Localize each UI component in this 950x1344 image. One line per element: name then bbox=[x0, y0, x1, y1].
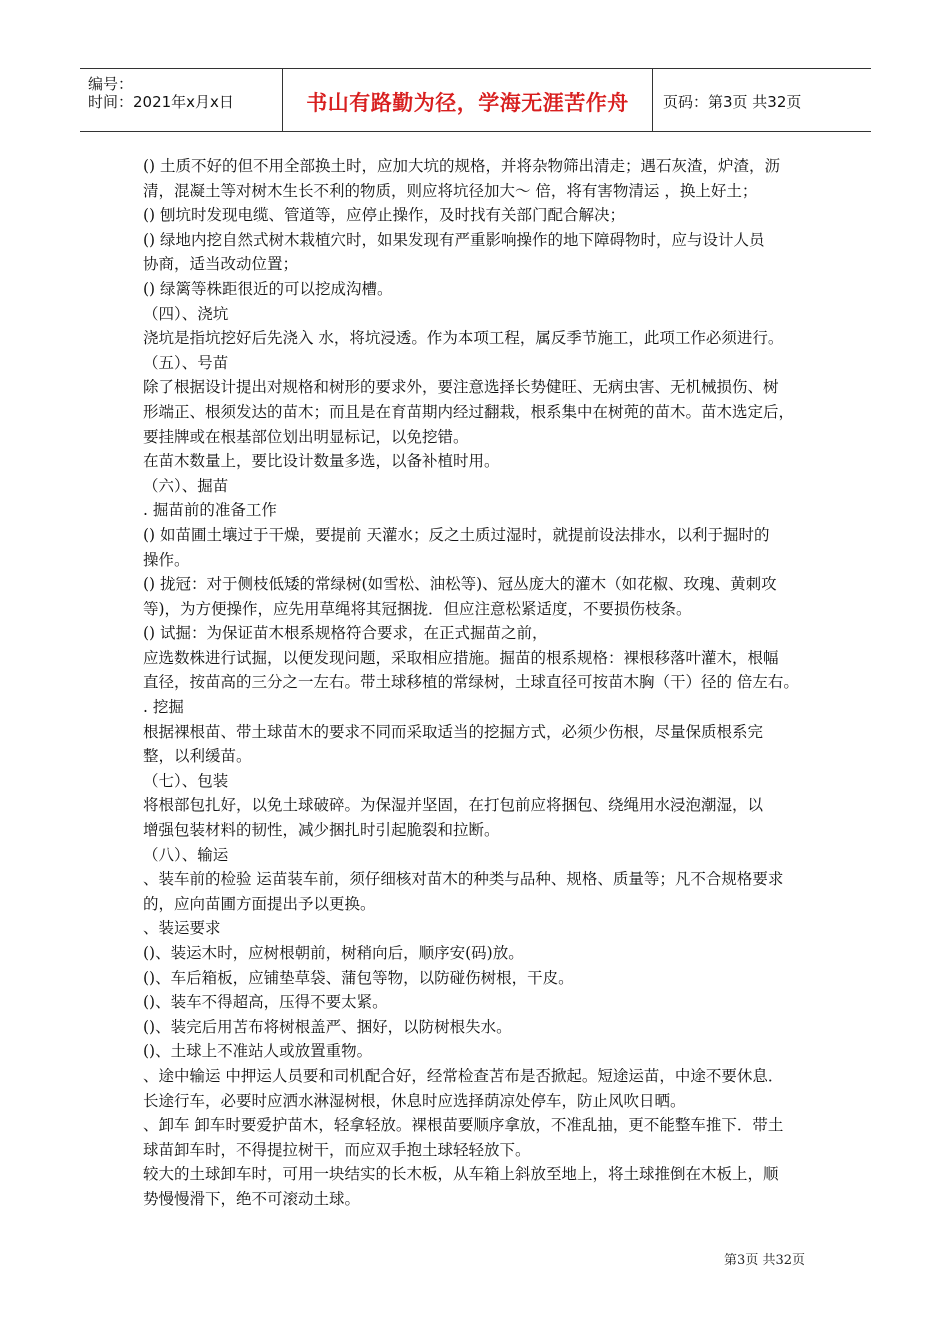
text-line: （八）、输运 bbox=[143, 845, 229, 864]
text-line: 的，应向苗圃方面提出予以更换。 bbox=[143, 894, 376, 913]
footer-page-number: 第3页 共32页 bbox=[724, 1253, 805, 1268]
text-line: 协商，适当改动位置； bbox=[143, 255, 299, 274]
header-info-cell bbox=[80, 69, 283, 131]
text-line: 长途行车，必要时应洒水淋湿树根，休息时应选择荫凉处停车，防止风吹日晒。 bbox=[143, 1091, 686, 1110]
text-line: . 挖掘 bbox=[143, 698, 184, 717]
header-motto-cell bbox=[283, 69, 653, 131]
text-line: 要挂牌或在根基部位划出明显标记，以免挖错。 bbox=[143, 427, 469, 446]
text-line: () 拢冠：对于侧枝低矮的常绿树(如雪松、油松等)、冠丛庞大的灌木（如花椒、玫瑰、黄刺攻 bbox=[143, 575, 777, 594]
text-line: ()、装完后用苫布将树根盖严、捆好，以防树根失水。 bbox=[143, 1017, 512, 1036]
text-line: 球苗卸车时，不得提拉树干，而应双手抱土球轻轻放下。 bbox=[143, 1140, 531, 1159]
time-label: 时间：2021年x月x日 bbox=[88, 93, 234, 111]
text-line: 根据裸根苗、带土球苗木的要求不同而采取适当的挖掘方式，必须少伤根，尽量保质根系完 bbox=[143, 722, 764, 741]
motto: 书山有路勤为径，学海无涯苦作舟 bbox=[306, 91, 629, 115]
header-page-cell bbox=[653, 69, 871, 131]
text-line: 清，混凝土等对树木生长不利的物质，则应将坑径加大～ 倍，将有害物清运 ，换上好土； bbox=[143, 181, 758, 200]
text-line: 等)，为方便操作，应先用草绳将其冠捆拢．但应注意松紧适度，不要损伤枝条。 bbox=[143, 599, 692, 618]
text-line: 增强包装材料的韧性，减少捆扎时引起脆裂和拉断。 bbox=[143, 821, 500, 840]
text-line: 、装车前的检验 运苗装车前，须仔细核对苗木的种类与品种、规格、质量等；凡不合规格要求 bbox=[143, 870, 784, 889]
text-line: () 绿地内挖自然式树木栽植穴时，如果发现有严重影响操作的地下障碍物时，应与设计人员 bbox=[143, 230, 765, 249]
text-line: ()、土球上不准站人或放置重物。 bbox=[143, 1042, 373, 1061]
text-line: （七）、包装 bbox=[143, 771, 229, 790]
text-line: 在苗木数量上，要比设计数量多选，以备补植时用。 bbox=[143, 452, 500, 471]
text-line: . 掘苗前的准备工作 bbox=[143, 501, 277, 520]
text-line: () 绿篱等株距很近的可以挖成沟槽。 bbox=[143, 279, 393, 298]
text-line: （六）、掘苗 bbox=[143, 476, 229, 495]
text-line: 整，以利缓苗。 bbox=[143, 747, 252, 766]
text-line: （四）、浇坑 bbox=[143, 304, 229, 323]
text-line: ()、车后箱板，应铺垫草袋、蒲包等物，以防碰伤树根，干皮。 bbox=[143, 968, 574, 987]
text-line: 、卸车 卸车时要爱护苗木，轻拿轻放。裸根苗要顺序拿放，不准乱抽，更不能整车推下．带土 bbox=[143, 1116, 784, 1135]
text-line: 将根部包扎好，以免土球破碎。为保湿并坚固，在打包前应将捆包、绕绳用水浸泡潮湿，以 bbox=[143, 796, 764, 815]
text-line: ()、装车不得超高，压得不要太紧。 bbox=[143, 993, 388, 1012]
text-line: () 刨坑时发现电缆、管道等，应停止操作，及时找有关部门配合解决； bbox=[143, 206, 626, 225]
text-line: 浇坑是指坑挖好后先浇入 水，将坑浸透。作为本项工程，属反季节施工，此项工作必须进行。 bbox=[143, 329, 784, 348]
text-line: () 如苗圃土壤过于干燥，要提前 天灌水；反之土质过湿时，就提前设法排水，以利于掘时的 bbox=[143, 525, 770, 544]
text-line: () 土质不好的但不用全部换土时，应加大坑的规格，并将杂物筛出清走；遇石灰渣，炉渣，沥 bbox=[143, 157, 781, 175]
text-line: （五）、号苗 bbox=[143, 353, 229, 372]
text-line: 势慢慢滑下，绝不可滚动土球。 bbox=[143, 1189, 361, 1208]
text-line: 形端正、根须发达的苗木；而且是在育苗期内经过翻栽，根系集中在树蔸的苗木。苗木选定后， bbox=[143, 402, 795, 421]
text-line: ()、装运木时，应树根朝前，树稍向后，顺序安(码)放。 bbox=[143, 944, 524, 962]
text-line: 、装运要求 bbox=[143, 919, 221, 938]
text-line: () 试掘：为保证苗木根系规格符合要求，在正式掘苗之前， bbox=[143, 624, 548, 643]
number-label: 编号： bbox=[88, 75, 134, 93]
page-header bbox=[80, 68, 871, 132]
header-page-label: 页码：第3页 共32页 bbox=[663, 93, 802, 111]
text-line: 较大的土球卸车时，可用一块结实的长木板，从车箱上斜放至地上，将土球推倒在木板上，顺 bbox=[143, 1165, 779, 1184]
document-body bbox=[143, 154, 823, 1212]
text-line: 操作。 bbox=[143, 550, 190, 569]
text-line: 、途中输运 中押运人员要和司机配合好，经常检查苫布是否掀起。短途运苗，中途不要休息． bbox=[143, 1066, 784, 1085]
text-line: 应选数株进行试掘，以便发现问题，采取相应措施。掘苗的根系规格：裸根移落叶灌木，根幅 bbox=[143, 648, 779, 667]
text-line: 直径，按苗高的三分之一左右。带土球移植的常绿树，土球直径可按苗木胸（干）径的 倍左右。 bbox=[143, 673, 799, 692]
text-line: 除了根据设计提出对规格和树形的要求外，要注意选择长势健旺、无病虫害、无机械损伤、树 bbox=[143, 378, 779, 397]
